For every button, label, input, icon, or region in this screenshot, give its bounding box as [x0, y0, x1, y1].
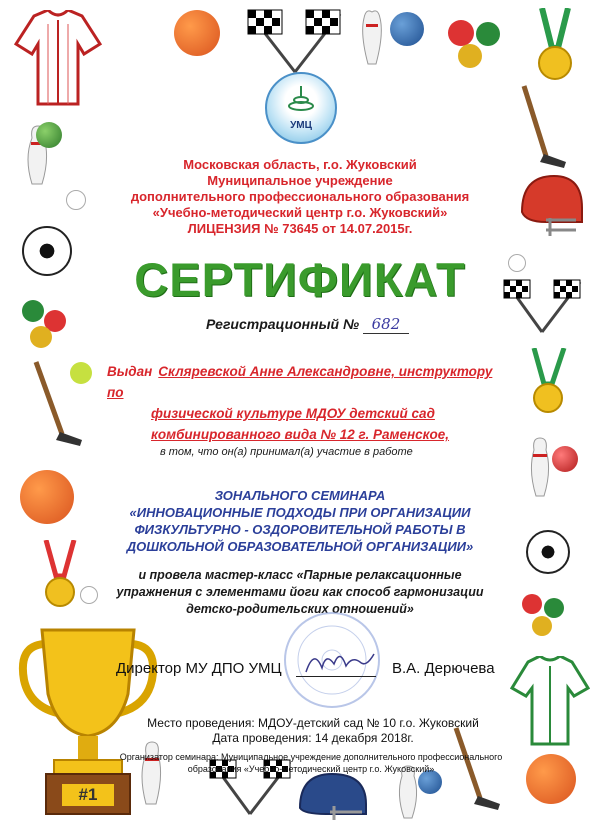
logo-label: УМЦ [290, 120, 312, 131]
issued-prefix: Выдан [107, 364, 153, 379]
hockey-stick-icon [26, 360, 86, 450]
billiard-ball-icon [448, 20, 474, 46]
footer-date: Дата проведения: 14 декабря 2018г. [212, 731, 414, 745]
basketball-icon [174, 10, 220, 56]
footer-organizer [116, 751, 506, 775]
billiard-ball-icon [532, 616, 552, 636]
header-block [0, 157, 600, 237]
registration-row [206, 315, 409, 334]
jersey-icon [14, 10, 102, 106]
bowling-ball-icon [390, 12, 424, 46]
director-name: В.А. Дерючева [392, 660, 495, 677]
medal-icon [530, 8, 580, 88]
header-line-education: дополнительного профессионального образования [130, 189, 470, 204]
medal-icon [524, 348, 574, 418]
issued-line-3: комбинированного вида № 12 г. Раменское, [151, 427, 450, 442]
bowling-ball-icon [552, 446, 578, 472]
handwritten-signature [300, 642, 380, 682]
seminar-line-4: ДОШКОЛЬНОЙ ОБРАЗОВАТЕЛЬНОЙ ОРГАНИЗАЦИИ» [126, 539, 474, 554]
helmet-icon [296, 770, 372, 820]
seminar-line-1: ЗОНАЛЬНОГО СЕМИНАРА [214, 488, 386, 503]
basketball-icon [526, 754, 576, 804]
billiard-ball-icon [476, 22, 500, 46]
masterclass-line-3: детско-родительских отношений» [186, 602, 414, 616]
issued-line-2: физической культуре МДОУ детский сад [151, 406, 435, 421]
umc-logo [265, 72, 337, 144]
seminar-block [0, 487, 600, 555]
billiard-ball-icon [30, 326, 52, 348]
header-line-region: Московская область, г.о. Жуковский [183, 157, 417, 172]
billiard-ball-icon [458, 44, 482, 68]
masterclass-line-2: упражнения с элементами йоги как способ гармонизации [116, 585, 484, 599]
registration-number: 682 [363, 315, 409, 334]
logo-emblem-icon [267, 76, 335, 120]
participation-text: в том, что он(а) принимал(а) участие в работе [160, 446, 413, 458]
seminar-line-2: «ИННОВАЦИОННЫЕ ПОДХОДЫ ПРИ ОРГАНИЗАЦИИ [129, 505, 471, 520]
issued-block [107, 361, 497, 445]
certificate-title: СЕРТИФИКАТ [134, 253, 466, 306]
masterclass-line-1: и провела мастер-класс «Парные релаксационные [138, 568, 462, 582]
footer-organizer-line-1: Организатор семинара: Муниципальное учреждение дополнительного профессионального [119, 752, 503, 762]
issued-line-1: Скляревской Анне Александровне, инструктору по [107, 364, 493, 400]
footer-block [0, 716, 600, 746]
trophy-label: #1 [78, 785, 98, 804]
footer-venue: Место проведения: МДОУ-детский сад № 10 г.о. Жуковский [147, 716, 479, 730]
footer-organizer-line-2: образования «Учебно-методический центр г.о. Жуковский» [187, 764, 435, 774]
director-role: Директор МУ ДПО УМЦ [116, 660, 282, 677]
registration-label: Регистрационный № [206, 316, 360, 332]
seminar-line-3: ФИЗКУЛЬТУРНО - ОЗДОРОВИТЕЛЬНОЙ РАБОТЫ В [134, 522, 466, 537]
header-line-institution: Муниципальное учреждение [207, 173, 393, 188]
bowling-ball-icon [36, 122, 62, 148]
header-line-license: ЛИЦЕНЗИЯ № 73645 от 14.07.2015г. [187, 221, 413, 236]
header-line-center: «Учебно-методический центр г.о. Жуковский» [152, 205, 448, 220]
checkered-flags-icon [240, 4, 350, 74]
